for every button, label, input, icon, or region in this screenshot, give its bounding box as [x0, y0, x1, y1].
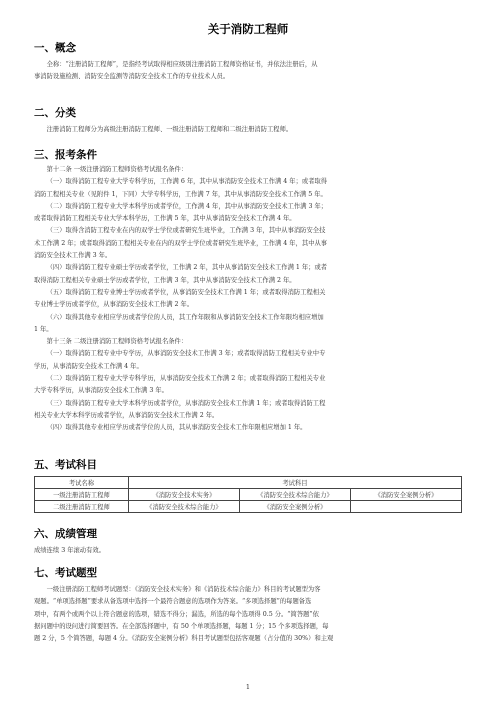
paragraph-line: 1 年。	[34, 325, 53, 333]
section-body-requirements	[34, 164, 462, 435]
paragraph-line: 第十二条 一级注册消防工程师资格考试报名条件：	[46, 166, 188, 173]
paragraph-line: （一）取得消防工程专业大学专科学历，工作满 6 年，其中从事消防安全技术工作满 4 年；或者取得	[46, 178, 328, 186]
exam-subjects-table	[34, 476, 462, 513]
table-cell: 《消防安全案例分析》	[350, 489, 461, 501]
section-heading-requirements: 三、报考条件	[34, 149, 97, 161]
paragraph-line: 注册消防工程师分为高级注册消防工程师、一级注册消防工程师和二级注册消防工程师。	[46, 126, 293, 133]
table-header-cell: 考试名称	[35, 477, 129, 489]
table-cell	[350, 501, 461, 513]
table-row	[35, 501, 462, 513]
paragraph-line: 事消防设施检测、消防安全监测等消防安全技术工作的专业技术人员。	[34, 73, 230, 81]
table-cell: 《消防安全案例分析》	[239, 501, 350, 513]
paragraph-line: 或者取得消防工程相关专业大学本科学历，工作满 5 年，其中从事消防安全技术工作满 4 年。	[34, 215, 296, 223]
table-cell: 《消防安全技术实务》	[128, 489, 239, 501]
table-header-cell: 考试科目	[128, 477, 461, 489]
paragraph-line: 项中，有两个或两个以上符合题意的选项，错选不得分；漏选，所选的每个选项得 0.5 分。“简答题”依	[34, 610, 319, 618]
section-body-classification	[34, 124, 462, 136]
paragraph-line: 全称：“注册消防工程师”，是指经考试取得相应级别注册消防工程师资格证书，并依法注册后，从	[46, 61, 318, 68]
paragraph-line: 相关专业大学本科学历或者学位，从事消防安全技术工作满 2 年。	[34, 411, 219, 419]
table-row	[35, 489, 462, 501]
table-cell: 《消防安全技术综合能力》	[128, 501, 239, 513]
paragraph-line: 成绩连续 3 年滚动有效。	[34, 547, 105, 554]
paragraph-line: （四）取得其他专业相应学历或者学位的人员，其从事消防安全技术工作年限相应增加 1 年。	[46, 424, 307, 432]
section-body-concept	[34, 59, 462, 84]
table-cell: 二级注册消防工程师	[35, 501, 129, 513]
section-body-question-types	[34, 584, 462, 645]
paragraph-line: 据问题中的设问进行简要回答。在全部选择题中，有 50 个单项选择题，每题 1 分；15 个多项选择题，每	[34, 622, 329, 630]
paragraph-line: 观题。“单项选择题”要求从备选项中选择一个最符合题意的选项作为答案。“多项选择题”的每题备选	[34, 598, 312, 606]
paragraph-line: （二）取得消防工程专业大学本科学历或者学位，工作满 4 年，其中从事消防安全技术工作满 3 年；	[46, 202, 328, 210]
paragraph-line: （五）取得消防工程专业博士学历或者学位，从事消防安全技术工作满 1 年；或者取得消防工程相关	[46, 288, 326, 296]
paragraph-line: 消防安全技术工作满 3 年。	[34, 252, 112, 260]
page-title: 关于消防工程师	[207, 22, 289, 36]
paragraph-line: （四）取得消防工程专业硕士学历或者学位，工作满 2 年，其中从事消防安全技术工作满 1 年；或者	[46, 264, 328, 272]
table-header-row	[35, 477, 462, 489]
paragraph-line: （一）取得消防工程专业中专学历，从事消防安全技术工作满 3 年；或者取得消防工程相关专业中专	[46, 350, 326, 358]
table-cell: 一级注册消防工程师	[35, 489, 129, 501]
paragraph-line: 专业博士学历或者学位，从事消防安全技术工作满 2 年。	[34, 301, 194, 309]
paragraph-line: （六）取得其他专业相应学历或者学位的人员，其工作年限和从事消防安全技术工作年限均相应增加	[46, 313, 324, 321]
paragraph-line: 大学专科学历，从事消防安全技术工作满 3 年。	[34, 387, 168, 395]
section-body-score-management	[34, 545, 462, 557]
paragraph-line: 题 2 分，5 个简答题，每题 4 分。《消防安全案例分析》科目考试题型包括客观题（占分值的 30%）和主观	[34, 635, 334, 643]
section-heading-subjects: 五、考试科目	[34, 459, 97, 471]
paragraph-line: 学历，从事消防安全技术工作满 4 年。	[34, 362, 143, 370]
paragraph-line: 取得消防工程相关专业硕士学历或者学位，工作满 3 年，其中从事消防安全技术工作满 2 年。	[34, 276, 296, 284]
paragraph-line: 第十三条 二级注册消防工程师资格考试报名条件：	[46, 338, 188, 346]
page-number: 1	[245, 683, 251, 691]
paragraph-line: 一级注册消防工程师考试题型：《消防安全技术实务》和《消防技术综合能力》科目的考试题型为客	[46, 586, 321, 593]
paragraph-line: （二）取得消防工程专业大学专科学历，从事消防安全技术工作满 2 年；或者取得消防工程相关专业	[46, 375, 326, 383]
table-cell: 《消防安全技术综合能力》	[239, 489, 350, 501]
section-heading-classification: 二、分类	[34, 107, 76, 119]
section-heading-question-types: 七、考试题型	[34, 567, 97, 579]
paragraph-line: （三）取得消防工程专业大学本科学历或者学位，从事消防安全技术工作满 1 年；或者取得消防工程	[46, 399, 326, 407]
section-heading-score-management: 六、成绩管理	[34, 528, 97, 540]
paragraph-line: 术工作满 2 年；或者取得消防工程相关专业在内的双学士学位或者研究生班毕业，工作满 4 年，其中从事	[34, 239, 328, 247]
paragraph-line: 消防工程相关专业（见附件 1，下同）大学专科学历，工作满 7 年，其中从事消防安全技术工作满 5 年。	[34, 190, 327, 198]
paragraph-line: （三）取得含消防工程专业在内的双学士学位或者研究生班毕业，工作满 3 年，其中从事消防安全技	[46, 227, 326, 235]
section-heading-concept: 一、概念	[34, 42, 76, 54]
